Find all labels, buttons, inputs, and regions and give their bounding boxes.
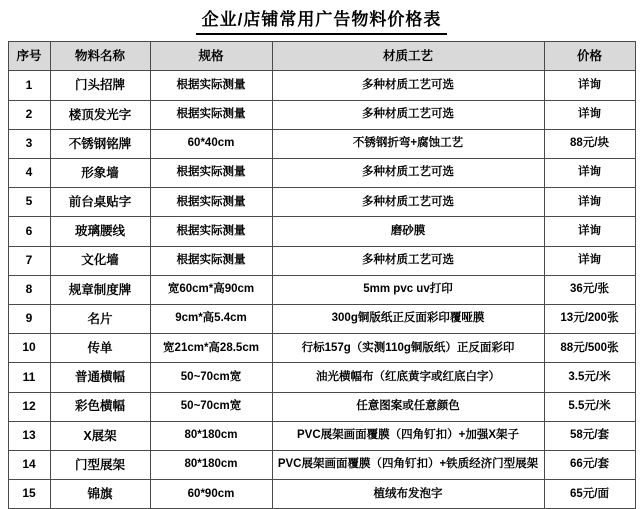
cell-name: 传单 bbox=[50, 334, 150, 363]
cell-name: 名片 bbox=[50, 304, 150, 333]
table-row bbox=[8, 480, 635, 509]
cell-spec: 根据实际测量 bbox=[150, 188, 272, 217]
cell-material: 多种材质工艺可选 bbox=[272, 188, 544, 217]
cell-spec: 根据实际测量 bbox=[150, 71, 272, 100]
cell-name: 锦旗 bbox=[50, 480, 150, 509]
price-table bbox=[8, 41, 636, 509]
cell-price: 36元/张 bbox=[544, 275, 635, 304]
cell-spec: 根据实际测量 bbox=[150, 159, 272, 188]
cell-index: 10 bbox=[8, 334, 50, 363]
column-header-name: 物料名称 bbox=[50, 42, 150, 71]
cell-material: PVC展架画面覆膜（四角钉扣）+铁质经济门型展架 bbox=[272, 450, 544, 479]
cell-name: 文化墙 bbox=[50, 246, 150, 275]
cell-index: 2 bbox=[8, 100, 50, 129]
table-header-row bbox=[8, 42, 635, 71]
table-header bbox=[8, 42, 635, 71]
cell-index: 1 bbox=[8, 71, 50, 100]
cell-spec: 80*180cm bbox=[150, 421, 272, 450]
cell-name: 彩色横幅 bbox=[50, 392, 150, 421]
cell-index: 8 bbox=[8, 275, 50, 304]
table-row bbox=[8, 334, 635, 363]
cell-spec: 50~70cm宽 bbox=[150, 363, 272, 392]
cell-price: 详询 bbox=[544, 246, 635, 275]
cell-name: 形象墙 bbox=[50, 159, 150, 188]
cell-name: 门型展架 bbox=[50, 450, 150, 479]
table-row bbox=[8, 392, 635, 421]
cell-name: 规章制度牌 bbox=[50, 275, 150, 304]
cell-spec: 9cm*高5.4cm bbox=[150, 304, 272, 333]
column-header-index: 序号 bbox=[8, 42, 50, 71]
cell-price: 65元/面 bbox=[544, 480, 635, 509]
cell-price: 66元/套 bbox=[544, 450, 635, 479]
cell-index: 14 bbox=[8, 450, 50, 479]
cell-price: 3.5元/米 bbox=[544, 363, 635, 392]
cell-price: 详询 bbox=[544, 71, 635, 100]
cell-material: 任意图案或任意颜色 bbox=[272, 392, 544, 421]
column-header-spec: 规格 bbox=[150, 42, 272, 71]
cell-index: 11 bbox=[8, 363, 50, 392]
cell-price: 88元/500张 bbox=[544, 334, 635, 363]
cell-spec: 根据实际测量 bbox=[150, 246, 272, 275]
cell-spec: 宽60cm*高90cm bbox=[150, 275, 272, 304]
cell-material: 植绒布发泡字 bbox=[272, 480, 544, 509]
cell-price: 5.5元/米 bbox=[544, 392, 635, 421]
cell-index: 5 bbox=[8, 188, 50, 217]
cell-spec: 宽21cm*高28.5cm bbox=[150, 334, 272, 363]
cell-index: 6 bbox=[8, 217, 50, 246]
table-row bbox=[8, 450, 635, 479]
cell-name: X展架 bbox=[50, 421, 150, 450]
cell-price: 详询 bbox=[544, 100, 635, 129]
table-row bbox=[8, 188, 635, 217]
table-row bbox=[8, 275, 635, 304]
cell-spec: 60*90cm bbox=[150, 480, 272, 509]
table-row bbox=[8, 217, 635, 246]
cell-name: 前台桌贴字 bbox=[50, 188, 150, 217]
cell-index: 15 bbox=[8, 480, 50, 509]
table-row bbox=[8, 246, 635, 275]
page-title: 企业/店铺常用广告物料价格表 bbox=[196, 9, 448, 35]
cell-material: 磨砂膜 bbox=[272, 217, 544, 246]
cell-material: 5mm pvc uv打印 bbox=[272, 275, 544, 304]
cell-price: 详询 bbox=[544, 217, 635, 246]
cell-price: 详询 bbox=[544, 159, 635, 188]
cell-spec: 60*40cm bbox=[150, 129, 272, 158]
cell-name: 玻璃腰线 bbox=[50, 217, 150, 246]
cell-price: 13元/200张 bbox=[544, 304, 635, 333]
cell-material: 行标157g（实测110g铜版纸）正反面彩印 bbox=[272, 334, 544, 363]
table-row bbox=[8, 304, 635, 333]
cell-material: PVC展架画面覆膜（四角钉扣）+加强X架子 bbox=[272, 421, 544, 450]
cell-spec: 根据实际测量 bbox=[150, 217, 272, 246]
cell-name: 不锈钢铭牌 bbox=[50, 129, 150, 158]
cell-name: 楼顶发光字 bbox=[50, 100, 150, 129]
cell-spec: 根据实际测量 bbox=[150, 100, 272, 129]
cell-name: 普通横幅 bbox=[50, 363, 150, 392]
cell-name: 门头招牌 bbox=[50, 71, 150, 100]
cell-spec: 80*180cm bbox=[150, 450, 272, 479]
document-title-wrapper bbox=[0, 0, 643, 41]
cell-index: 9 bbox=[8, 304, 50, 333]
cell-index: 3 bbox=[8, 129, 50, 158]
cell-price: 88元/块 bbox=[544, 129, 635, 158]
table-row bbox=[8, 129, 635, 158]
cell-index: 7 bbox=[8, 246, 50, 275]
cell-material: 油光横幅布（红底黄字或红底白字） bbox=[272, 363, 544, 392]
cell-index: 13 bbox=[8, 421, 50, 450]
cell-material: 多种材质工艺可选 bbox=[272, 100, 544, 129]
table-row bbox=[8, 159, 635, 188]
cell-material: 不锈钢折弯+腐蚀工艺 bbox=[272, 129, 544, 158]
table-row bbox=[8, 100, 635, 129]
column-header-material: 材质工艺 bbox=[272, 42, 544, 71]
table-row bbox=[8, 421, 635, 450]
cell-material: 多种材质工艺可选 bbox=[272, 246, 544, 275]
cell-spec: 50~70cm宽 bbox=[150, 392, 272, 421]
cell-material: 300g铜版纸正反面彩印覆哑膜 bbox=[272, 304, 544, 333]
cell-index: 12 bbox=[8, 392, 50, 421]
cell-price: 详询 bbox=[544, 188, 635, 217]
column-header-price: 价格 bbox=[544, 42, 635, 71]
cell-price: 58元/套 bbox=[544, 421, 635, 450]
table-body bbox=[8, 71, 635, 509]
table-row bbox=[8, 71, 635, 100]
cell-material: 多种材质工艺可选 bbox=[272, 159, 544, 188]
cell-index: 4 bbox=[8, 159, 50, 188]
cell-material: 多种材质工艺可选 bbox=[272, 71, 544, 100]
table-row bbox=[8, 363, 635, 392]
